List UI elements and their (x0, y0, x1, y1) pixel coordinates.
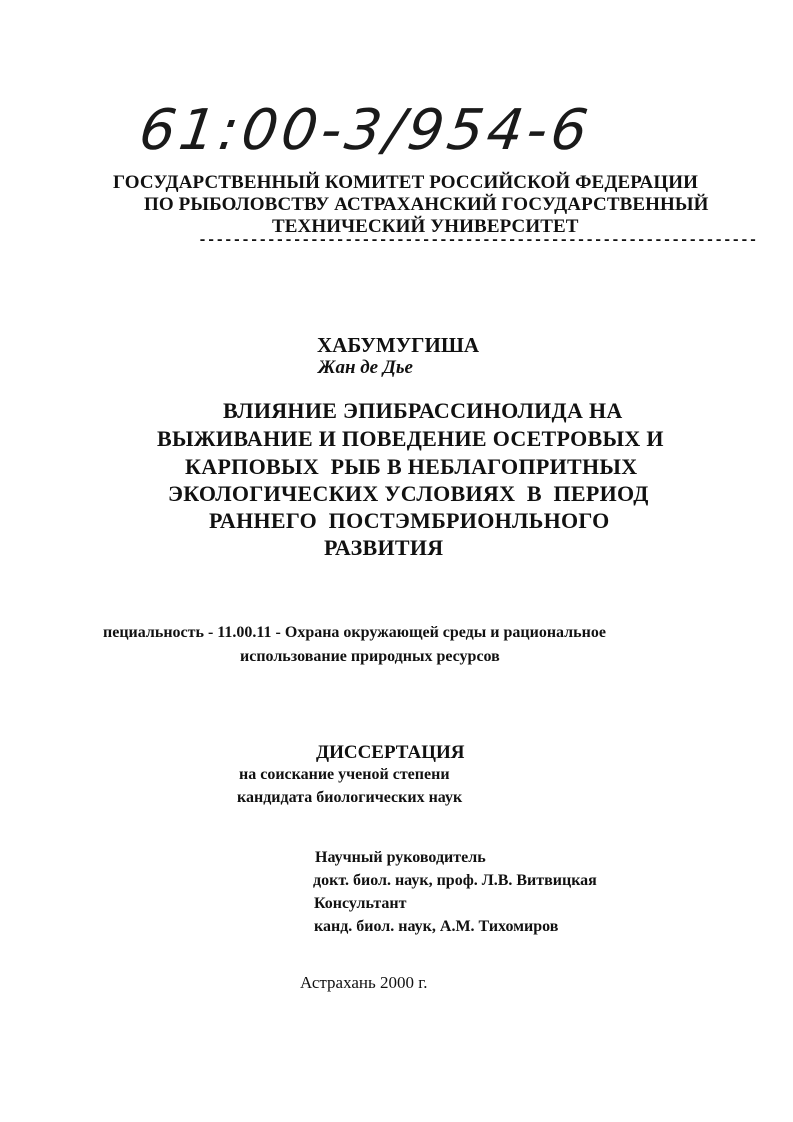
title-line-6: РАЗВИТИЯ (324, 535, 444, 560)
organization-line-2: ПО РЫБОЛОВСТВУ АСТРАХАНСКИЙ ГОСУДАРСТВЕННЫЙ (144, 194, 709, 215)
degree-line-2: кандидата биологических наук (237, 789, 463, 806)
place-year: Астрахань 2000 г. (300, 973, 428, 992)
author-given-name: Жан де Дье (318, 357, 413, 378)
title-line-4: ЭКОЛОГИЧЕСКИХ УСЛОВИЯХ В ПЕРИОД (168, 481, 649, 506)
dissertation-heading: ДИССЕРТАЦИЯ (316, 742, 465, 763)
supervisor-name: докт. биол. наук, проф. Л.В. Витвицкая (313, 872, 597, 889)
title-line-3: КАРПОВЫХ РЫБ В НЕБЛАГОПРИТНЫХ (185, 454, 638, 479)
degree-line-1: на соискание ученой степени (239, 766, 450, 783)
author-surname: ХАБУМУГИША (317, 333, 480, 357)
title-line-5: РАННЕГО ПОСТЭМБРИОНЛЬНОГО (209, 508, 610, 533)
specialty-line-1: пециальность - 11.00.11 - Охрана окружающей среды и рациональное (103, 624, 606, 641)
consultant-name: канд. биол. наук, А.М. Тихомиров (314, 918, 559, 935)
specialty-line-2: использование природных ресурсов (240, 648, 500, 665)
title-line-2: ВЫЖИВАНИЕ И ПОВЕДЕНИЕ ОСЕТРОВЫХ И (157, 426, 664, 451)
organization-separator: ----------------------------------------------------------------- (198, 232, 758, 249)
supervisor-label: Научный руководитель (315, 849, 486, 866)
title-line-1: ВЛИЯНИЕ ЭПИБРАССИНОЛИДА НА (223, 398, 623, 423)
organization-line-1: ГОСУДАРСТВЕННЫЙ КОМИТЕТ РОССИЙСКОЙ ФЕДЕРАЦИИ (113, 172, 699, 193)
consultant-label: Консультант (314, 895, 407, 912)
handwritten-catalog-number: 61:00-3/954-6 (135, 98, 596, 163)
organization-line-3: ТЕХНИЧЕСКИЙ УНИВЕРСИТЕТ (272, 216, 579, 237)
